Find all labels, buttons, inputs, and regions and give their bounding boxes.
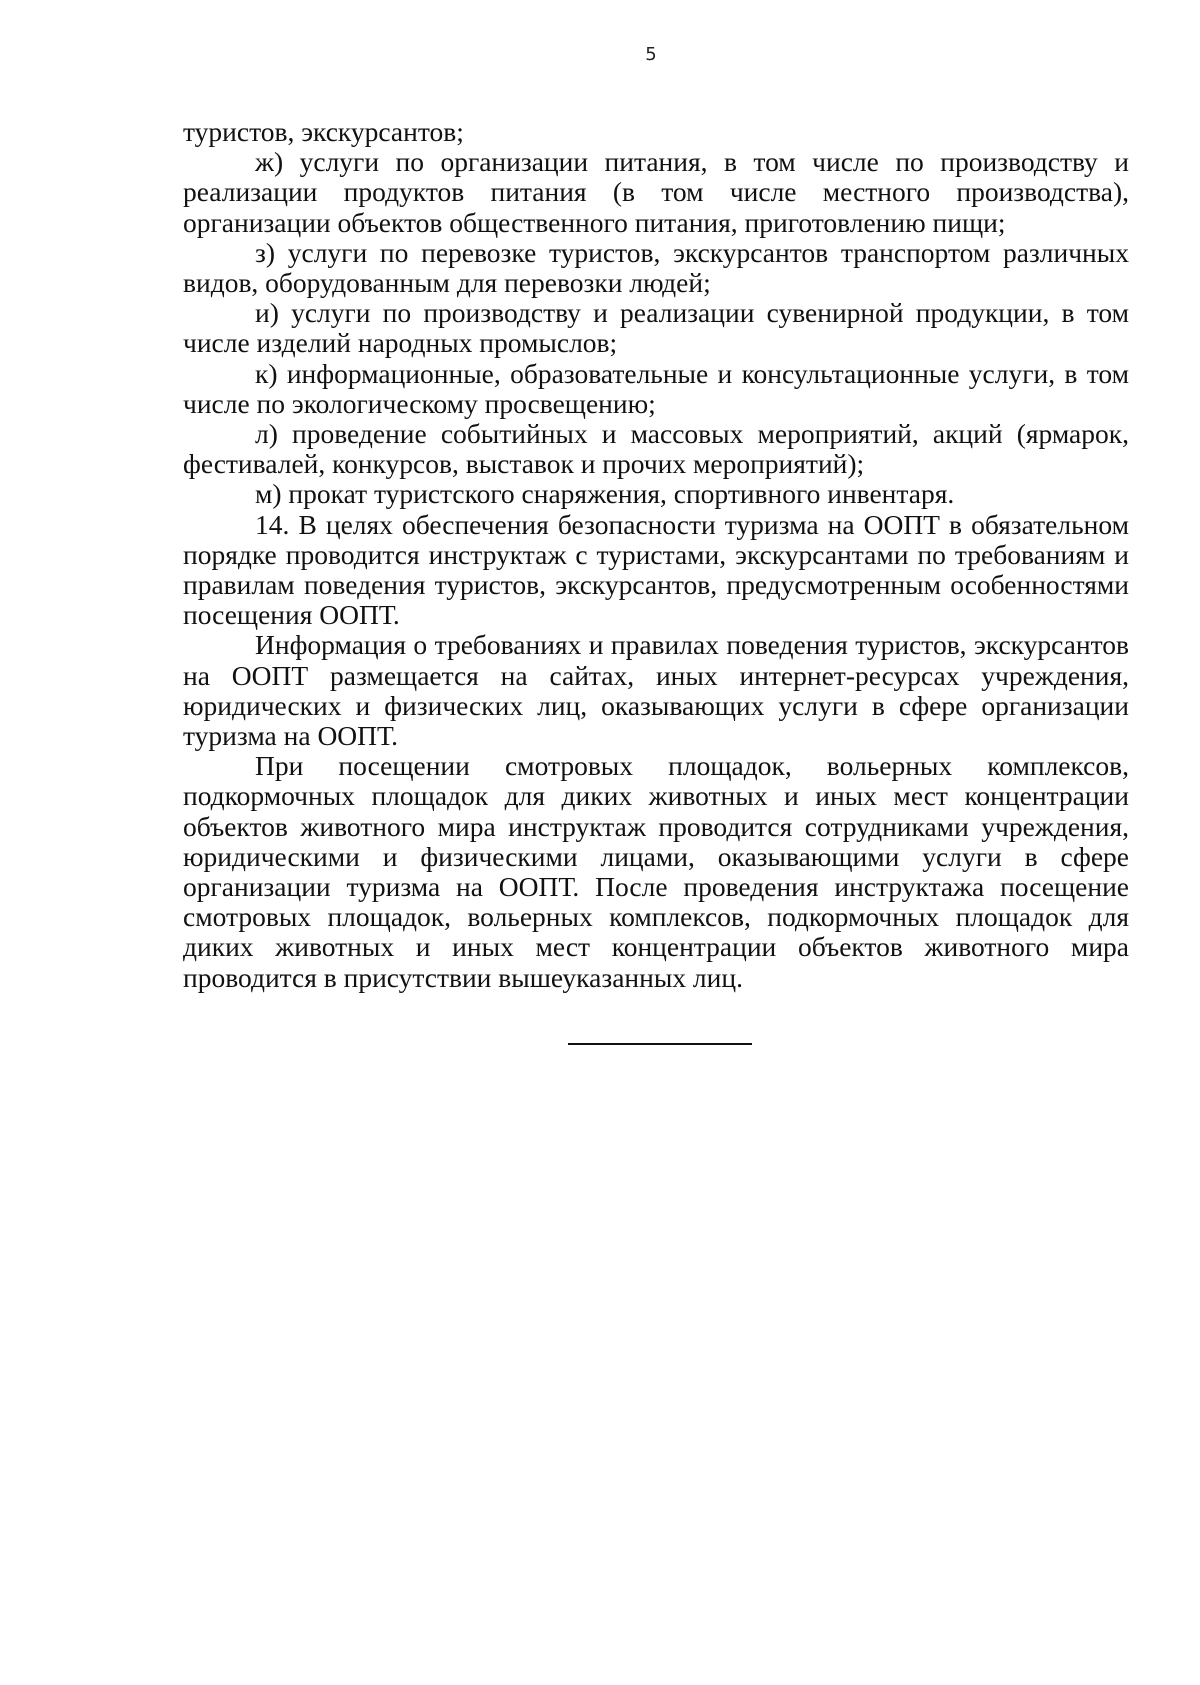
briefing-paragraph: При посещении смотровых площадок, вольерных комплексов, подкормочных площадок для диких животных и иных мест концентрации объектов животного мира инструктаж проводится сотрудниками учреждения, юридическими и физическими лицами, оказывающими услуги в сфере организации туризма на ООПТ. После проведения инструктажа посещение смотровых площадок, вольерных комплексов, подкормочных площадок для диких животных и иных мест концентрации объектов животного мира проводится в присутствии вышеуказанных лиц. [183, 750, 1129, 993]
section-14-paragraph: 14. В целях обеспечения безопасности туризма на ООПТ в обязательном порядке проводится инструктаж с туристами, экскурсантами по требованиям и правилам поведения туристов, экскурсантов, предусмотренным особенностями посещения ООПТ. [183, 508, 1129, 631]
list-item-z: з) услуги по перевозке туристов, экскурсантов транспортом различных видов, оборудованным для перевозки людей; [183, 236, 1129, 299]
info-paragraph: Информация о требованиях и правилах поведения туристов, экскурсантов на ООПТ размещается на сайтах, иных интернет-ресурсах учреждения, юридических и физических лиц, оказывающих услуги в сфере организации туризма на ООПТ. [183, 629, 1129, 752]
list-item-k: к) информационные, образовательные и консультационные услуги, в том числе по экологическому просвещению; [183, 357, 1129, 419]
list-item-zh: ж) услуги по организации питания, в том числе по производству и реализации продуктов питания (в том числе местного производства), организации объектов общественного питания, приготовлению пищи; [183, 146, 1129, 238]
paragraph-continuation: туристов, экскурсантов; [183, 116, 464, 147]
end-of-document-line [568, 1043, 752, 1045]
document-body [183, 117, 1129, 993]
list-item-i: и) услуги по производству и реализации сувенирной продукции, в том числе изделий народных промыслов; [183, 297, 1129, 359]
page-number: 5 [645, 44, 657, 65]
list-item-l: л) проведение событийных и массовых мероприятий, акций (ярмарок, фестивалей, конкурсов, выставок и прочих мероприятий); [183, 418, 1129, 480]
list-item-m: м) прокат туристского снаряжения, спортивного инвентаря. [255, 478, 955, 510]
